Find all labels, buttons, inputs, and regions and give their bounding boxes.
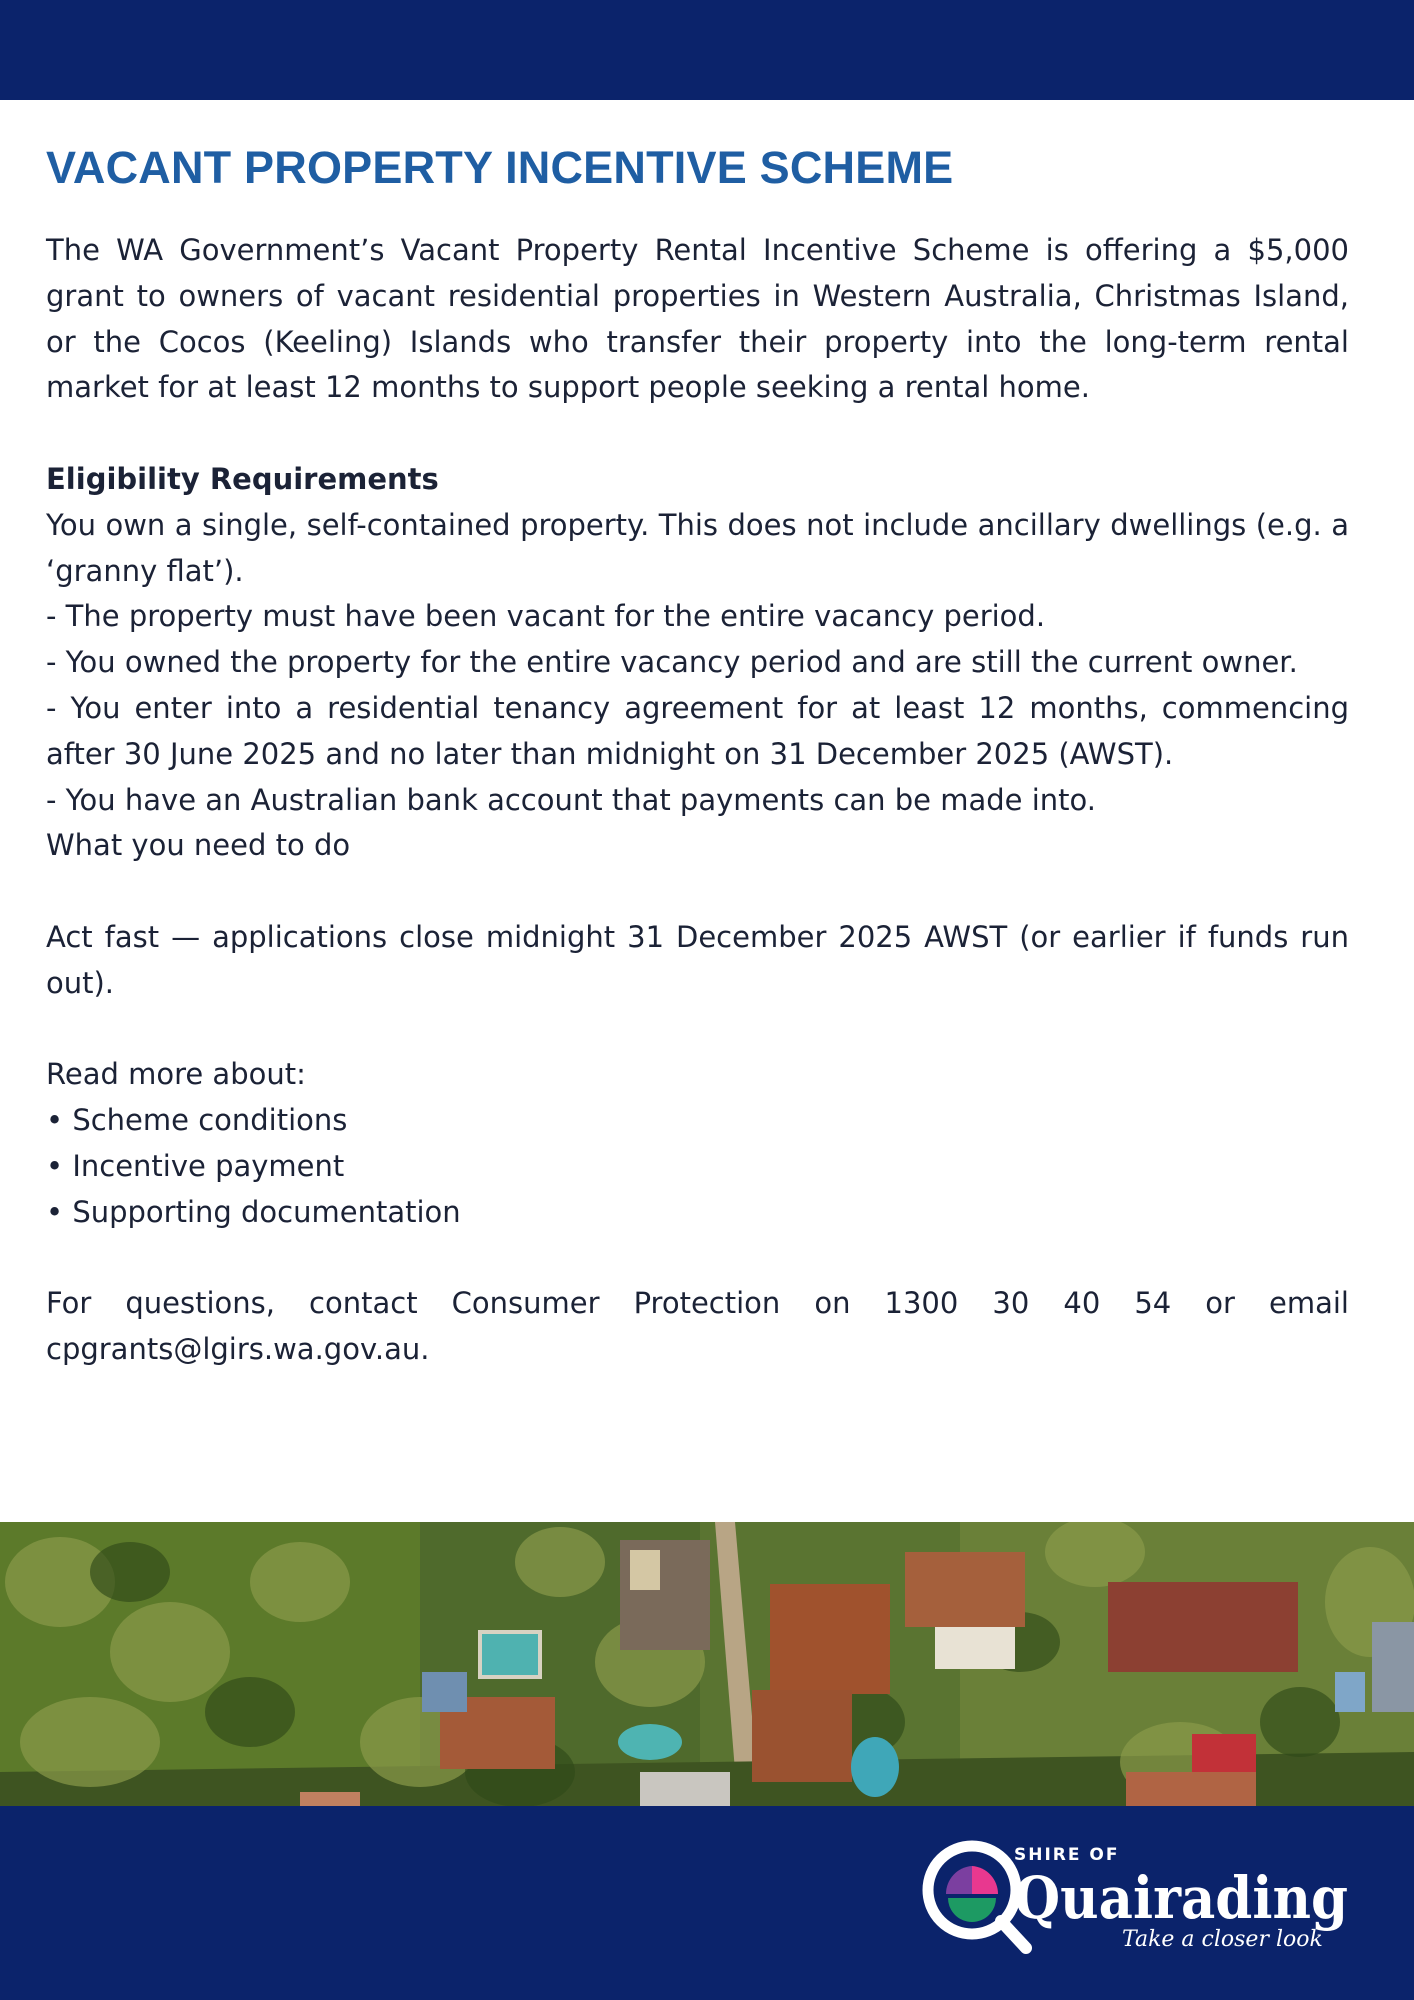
eligibility-item: - You owned the property for the entire vacancy period and are still the current owner.: [46, 645, 1298, 680]
read-more-label: Read more about:: [46, 1057, 306, 1092]
spacer: [46, 411, 1349, 457]
logo-name: Quairading: [1014, 1864, 1348, 1932]
logo-tagline: Take a closer look: [1122, 1927, 1323, 1952]
read-more-item: • Supporting documentation: [46, 1194, 461, 1229]
eligibility-item: - The property must have been vacant for the entire vacancy period.: [46, 599, 1046, 634]
magnifying-glass-icon: [928, 1846, 1026, 1948]
spacer: [46, 1236, 1349, 1282]
eligibility-item: - You enter into a residential tenancy agreement for at least 12 months, commencing after 30 June 2025 and no later than midnight on 31 December 2025 (AWST).: [46, 690, 1349, 771]
contact-paragraph: For questions, contact Consumer Protection on 1300 30 40 54 or email cpgrants@lgirs.wa.gov.au.: [46, 1286, 1349, 1367]
aerial-suburb-photo: [0, 1522, 1414, 1808]
read-more-item: • Incentive payment: [46, 1148, 345, 1183]
eligibility-item: - You have an Australian bank account that payments can be made into.: [46, 782, 1096, 817]
spacer: [46, 1007, 1349, 1053]
shire-logo: [918, 1836, 1358, 1956]
act-fast-paragraph: Act fast — applications close midnight 31 December 2025 AWST (or earlier if funds run out).: [46, 919, 1349, 1000]
read-more-item: • Scheme conditions: [46, 1103, 348, 1138]
document-body: [46, 138, 1349, 1373]
intro-paragraph: The WA Government’s Vacant Property Rental Incentive Scheme is offering a $5,000 grant to owners of vacant residential properties in Western Australia, Christmas Island, or the Cocos (Keeling) Islands who transfer their property into the long-term rental market for at least 12 months to support people seeking a rental home.: [46, 233, 1349, 405]
top-banner: [0, 0, 1414, 100]
page-title: VACANT PROPERTY INCENTIVE SCHEME: [46, 142, 954, 193]
todo-heading: What you need to do: [46, 828, 351, 863]
eligibility-intro: You own a single, self-contained property. This does not include ancillary dwellings (e.g. a ‘granny flat’).: [46, 507, 1349, 588]
logo-shire-of: SHIRE OF: [1014, 1845, 1120, 1865]
spacer: [46, 869, 1349, 915]
eligibility-heading: Eligibility Requirements: [46, 461, 439, 496]
